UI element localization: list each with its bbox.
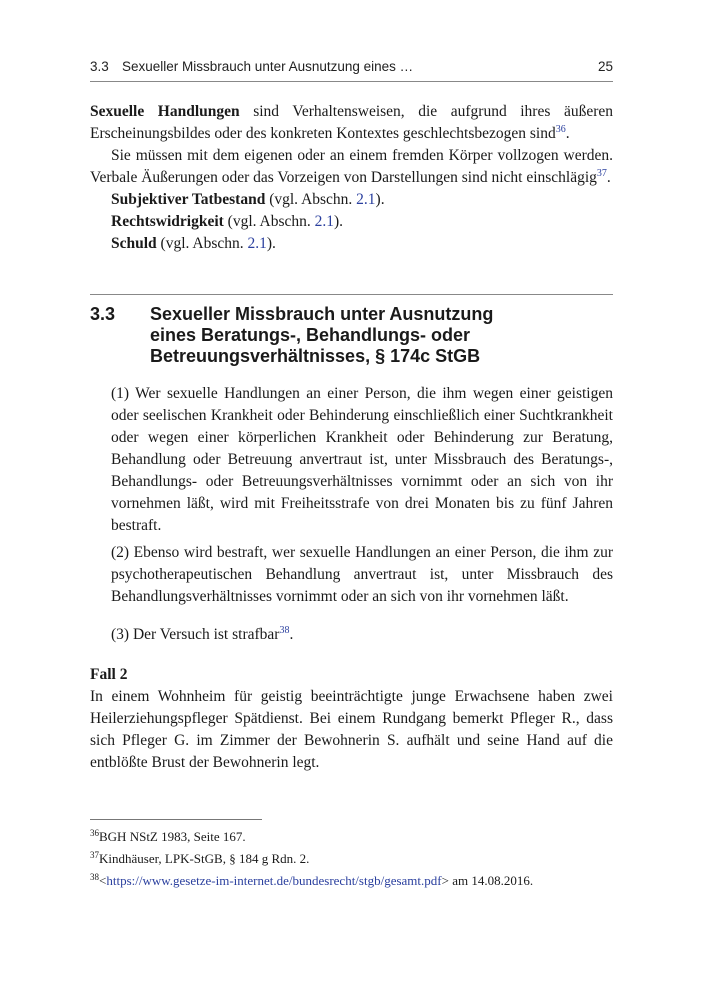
case-text: In einem Wohnheim für geistig beeinträchtigte junge Erwachsene haben zwei Heilerziehungspfleger Spätdienst. Bei einem Rundgang bemerkt Pfleger R., dass sich Pfleger G. im Zimmer der Bewohnerin S. aufhält und seine Hand auf die entblößte Brust der Bewohnerin legt.: [90, 688, 613, 771]
item-subjektiver-tatbestand: [111, 189, 613, 211]
section-ref-link[interactable]: 2.1: [247, 235, 267, 252]
page-number: 25: [597, 59, 613, 74]
law-text-2: (2) Ebenso wird bestraft, wer sexuelle Handlungen an einer Person, die ihm zur psychotherapeutischen Behandlung anvertraut ist, unter Missbrauch des Behandlungsverhältnisses vornimmt oder an sich von ihr vornehmen läßt.: [111, 544, 613, 605]
footnote-url-open: <: [99, 873, 107, 888]
footnote-number: 36: [90, 828, 99, 838]
item-label: Schuld: [111, 235, 157, 252]
header-title: Sexueller Missbrauch unter Ausnutzung eines …: [122, 59, 414, 74]
footnote-rule: [90, 819, 262, 820]
item-pre: (vgl. Abschn.: [223, 213, 315, 230]
law-paragraph-1: [111, 383, 613, 537]
header-rule: [90, 81, 613, 82]
section-title-line: Betreuungsverhältnisses, § 174c StGB: [150, 346, 481, 366]
law-text-3: (3) Der Versuch ist strafbar: [111, 626, 280, 643]
law-text-1: (1) Wer sexuelle Handlungen an einer Person, die ihm wegen einer geistigen oder seelischen Krankheit oder Behinderung einschließlich einer Suchtkrankheit oder wegen einer körperlichen Krankheit oder Behinderung zur Beratung, Behandlung oder Betreuung anvertraut ist, unter Missbrauch des Beratungs-, Behandlungs- oder Betreuungsverhältnisses vornimmt oder an sich von ihr vornehmen läßt, wird mit Freiheitsstrafe von drei Monaten bis zu fünf Jahren bestraft.: [111, 385, 613, 534]
section-title-line: Sexueller Missbrauch unter Ausnutzung: [150, 304, 494, 324]
footnote-ref-36[interactable]: 36: [555, 124, 566, 135]
law-text-3-end: .: [289, 626, 294, 643]
intro-paragraph-2: [90, 145, 613, 189]
section-number: 3.3: [90, 304, 116, 324]
intro-p1-text: sind Verhaltensweisen, die aufgrund ihres äußeren Erscheinungsbildes oder des konkreten Kontextes geschlechtsbezogen sind: [90, 103, 613, 142]
item-post: ).: [266, 235, 276, 252]
item-post: ).: [334, 213, 344, 230]
item-label: Rechtswidrigkeit: [111, 213, 224, 230]
intro-text: [90, 101, 613, 255]
footnote-37: [90, 848, 613, 870]
section-rule: [90, 294, 613, 295]
law-paragraph-2: [111, 542, 613, 608]
footnotes: [90, 826, 613, 892]
header-section-number: 3.3: [90, 59, 109, 74]
footnote-url-close: > am 14.08.2016.: [441, 873, 534, 888]
footnote-36: [90, 826, 613, 848]
item-rechtswidrigkeit: [111, 211, 613, 233]
case-title: Fall 2: [90, 666, 128, 683]
footnote-text: Kindhäuser, LPK-StGB, § 184 g Rdn. 2.: [99, 851, 310, 866]
footnote-number: 38: [90, 872, 99, 882]
item-pre: (vgl. Abschn.: [265, 191, 357, 208]
section-title-line: eines Beratungs-, Behandlungs- oder: [150, 325, 471, 345]
running-header: [90, 59, 613, 77]
intro-paragraph-1: [90, 101, 613, 145]
item-schuld: [111, 233, 613, 255]
footnote-ref-37[interactable]: 37: [596, 168, 607, 179]
item-label: Subjektiver Tatbestand: [111, 191, 266, 208]
section-title: [150, 304, 570, 367]
footnote-text: BGH NStZ 1983, Seite 167.: [99, 829, 246, 844]
case-block: [90, 664, 613, 774]
intro-p2-end: .: [606, 169, 611, 186]
term-sexuelle-handlungen: Sexuelle Handlungen: [90, 103, 240, 120]
footnote-url-link[interactable]: https://www.gesetze-im-internet.de/bundesrecht/stgb/gesamt.pdf: [106, 873, 442, 888]
footnote-38: [90, 870, 613, 892]
law-paragraph-3: [111, 624, 613, 646]
footnote-ref-38[interactable]: 38: [279, 625, 290, 636]
footnote-number: 37: [90, 850, 99, 860]
section-ref-link[interactable]: 2.1: [314, 213, 335, 230]
section-ref-link[interactable]: 2.1: [356, 191, 376, 208]
intro-p2-text: Sie müssen mit dem eigenen oder an einem fremden Körper vollzogen werden. Verbale Äußerungen oder das Vorzeigen von Darstellungen sind nicht einschlägig: [90, 147, 613, 186]
item-pre: (vgl. Abschn.: [156, 235, 248, 252]
item-post: ).: [375, 191, 385, 208]
intro-p1-end: .: [565, 125, 570, 142]
